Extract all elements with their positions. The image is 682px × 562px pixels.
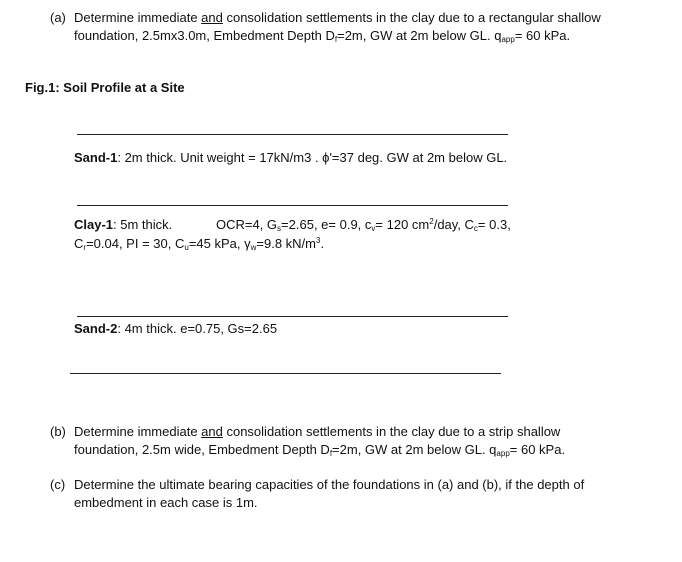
question-c-label: (c): [50, 477, 66, 492]
clay-1-parameters-line-1: OCR=4, $G_s=2.65$, e= 0.9, $c_v= 120$ $cm^2$/day, $C_c= 0.3$,: [216, 217, 511, 233]
underlined-and: and: [201, 10, 223, 25]
clay-1-thickness: Clay-1: 5m thick.: [74, 217, 173, 232]
question-b-line-1: Determine immediate and consolidation settlements in the clay due to a strip shallow: [74, 424, 561, 439]
question-a-line-1: Determine immediate and consolidation settlements in the clay due to a rectangular shallow: [74, 10, 601, 25]
underlined-and: and: [201, 424, 223, 439]
question-b-label: (b): [50, 424, 66, 439]
question-a-line-2: foundation, 2.5mx3.0m, Embedment Depth $D_f=2m$, GW at 2m below GL. $q_{app}= 60$ kPa.: [74, 28, 571, 44]
sand-2-properties: : 4m thick. e=0.75, Gs=2.65: [117, 321, 278, 336]
clay-1-parameters-line-2: $C_r=0.04$, PI = 30, $C_u=45$ kPa, $\gamma_w=9.8$ $kN/m^3$.: [74, 236, 325, 252]
question-b-line-2: foundation, 2.5m wide, Embedment Depth $D_f=2m$, GW at 2m below GL. $q_{app}= 60$ kPa.: [74, 442, 566, 458]
sand-1-layer: [74, 150, 507, 166]
question-c-line-1: Determine the ultimate bearing capacities of the foundations in (a) and (b), if the depth of: [74, 477, 585, 492]
clay-sand-boundary-line: [77, 316, 508, 317]
question-c-line-2: embedment in each case is 1m.: [74, 495, 258, 510]
sand-1-name: Sand-1: [74, 150, 118, 165]
sand-2-name: Sand-2: [74, 321, 118, 336]
sand-clay-boundary-line: [77, 205, 508, 206]
question-a-label: (a): [50, 10, 66, 25]
clay-1-name: Clay-1: [74, 217, 114, 232]
ground-surface-line: [77, 134, 508, 135]
figure-caption: Fig.1: Soil Profile at a Site: [25, 80, 185, 95]
sand-2-bottom-line: [70, 373, 501, 374]
sand-2-layer: [74, 321, 277, 337]
sand-1-properties: : 2m thick. Unit weight = 17kN/m3 . ϕ'=37 deg. GW at 2m below GL.: [117, 150, 508, 165]
